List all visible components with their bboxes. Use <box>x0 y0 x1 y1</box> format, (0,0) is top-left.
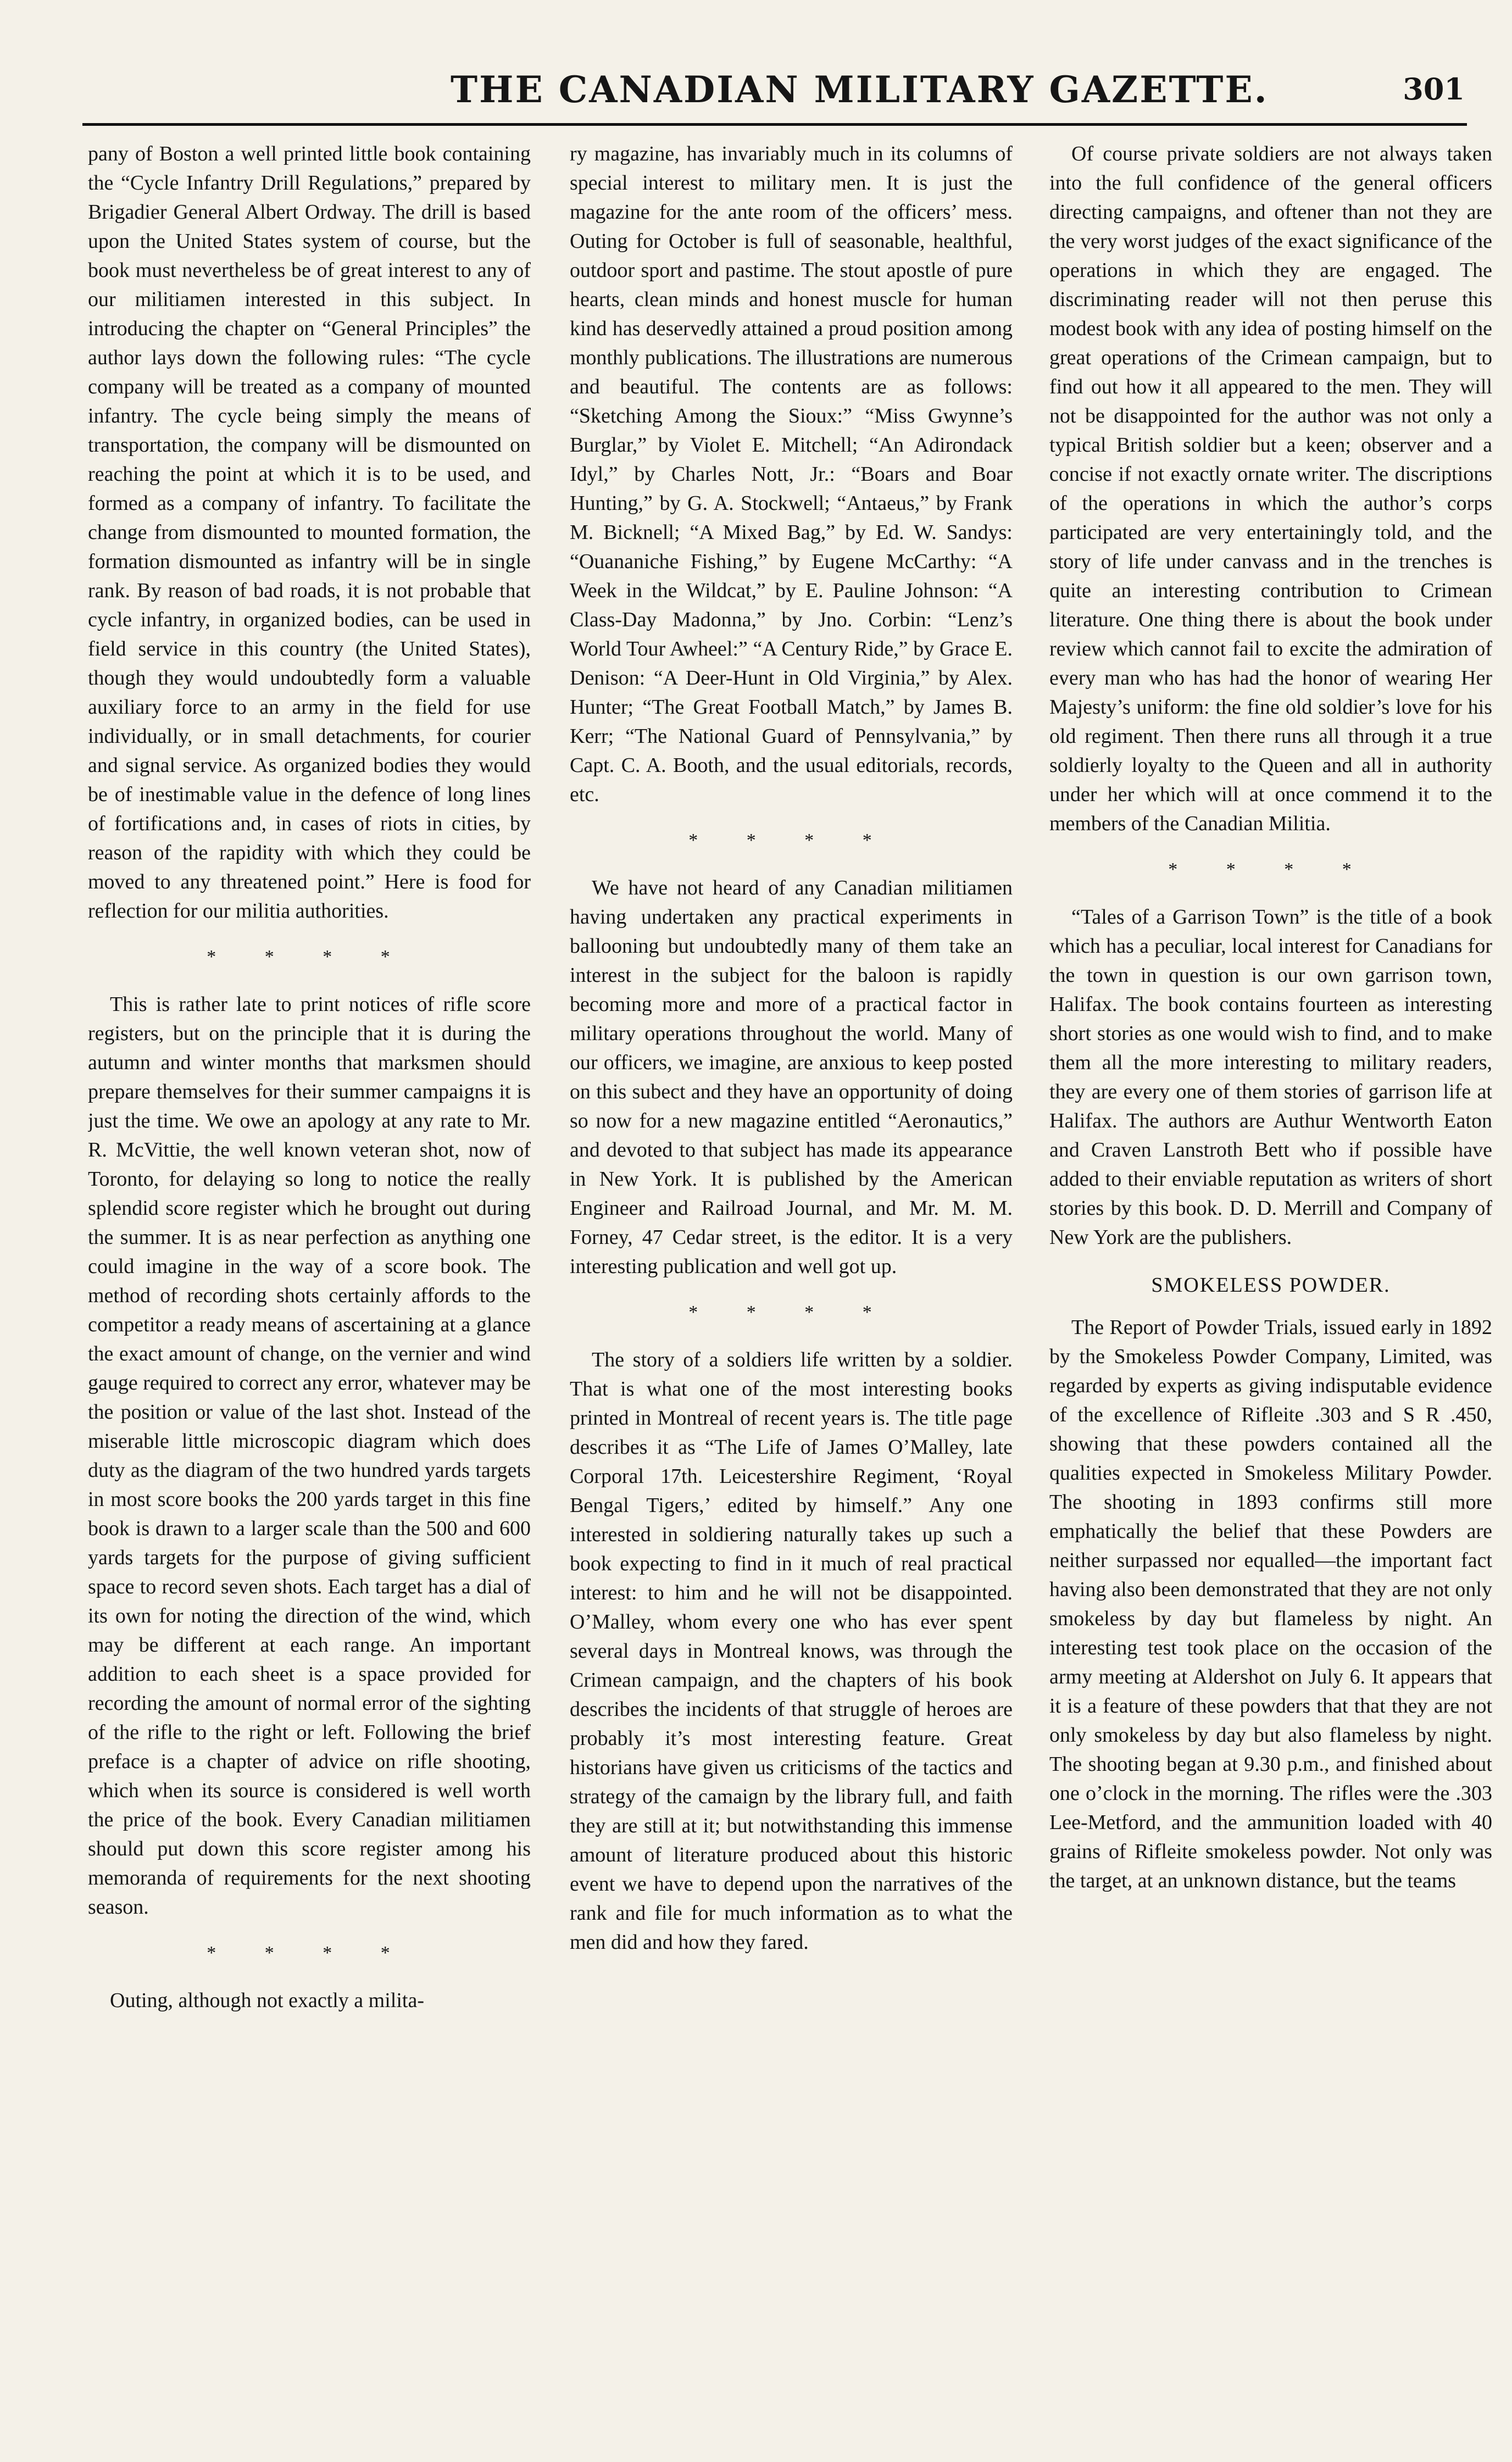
section-divider: * * * * <box>207 1943 412 1963</box>
section-heading: SMOKELESS POWDER. <box>1151 1274 1391 1297</box>
section-divider: * * * * <box>688 1302 894 1322</box>
newspaper-title: THE CANADIAN MILITARY GAZETTE. <box>451 68 1269 111</box>
article-omalley: The story of a soldiers life written by a soldier. That is what one of the most interesting books printed in Montreal of recent years is. The title page describes it as “The Life of James O’Malley, late Corporal 17th. Leicestershire Regiment, ‘Royal Bengal Tigers,’ edited by himself.” Any one interested in soldiering naturally takes up such a book expecting to find in it much of real practical interest: to him and he will not be disappointed. O’Malley, whom every one who has ever spent several days in Montreal knows, was through the Crimean campaign, and the chapters of his book describes the incidents of that struggle of heroes are probably it’s most interesting feature. Great historians have given us criticisms of the tactics and strategy of the camaign by the library full, and faith they are still at it; but notwithstanding this immense amount of literature produced about this historic event we have to depend upon the narratives of the rank and file for much information as to what the men did and how they fared. <box>570 1348 1013 1954</box>
article-outing-start: Outing, although not exactly a milita- <box>110 1989 424 2012</box>
article-garrison-town: “Tales of a Garrison Town” is the title of a book which has a peculiar, local interest for Canadians for the town in question is our own garrison town, Halifax. The book contains fourteen as interesting short stories as one would wish to find, and to make them all the more interesting to military readers, they are every one of them stories of garrison life at Halifax. The authors are Authur Wentworth Eaton and Craven Lanstroth Bett who if possible have added to their enviable reputation as writers of short stories by this book. D. D. Merrill and Company of New York are the publishers. <box>1049 905 1492 1249</box>
article-score-register: This is rather late to print notices of rifle score registers, but on the principle that it is during the autumn and winter months that marksmen should prepare themselves for their summer campaigns it is just the time. We owe an apology at any rate to Mr. R. McVittie, the well known veteran shot, now of Toronto, for delaying so long to notice the really splendid score register which he brought out during the summer. It is as near perfection as anything one could imagine in the way of a score book. The method of recording shots certainly affords to the competitor a ready means of ascertaining at a glance the exact amount of change, on the vernier and wind gauge required to correct any error, whatever may be the position or value of the last shot. Instead of the miserable little microscopic diagram which does duty as the diagram of the two hundred yards targets in most score books the 200 yards target in this fine book is drawn to a larger scale than the 500 and 600 yards targets for the purpose of giving sufficient space to record seven shots. Each target has a dial of its own for noting the direction of the wind, which may be different at each range. An important addition to each sheet is a space provided for recording the amount of normal error of the sighting of the rifle to the right or left. Following the brief preface is a chapter of advice on rifle shooting, which when its source is considered is well worth the price of the book. Every Canadian militiamen should put down this score register among his memoranda of requirements for the next shooting season. <box>88 993 531 1919</box>
article-smokeless-powder: The Report of Powder Trials, issued early in 1892 by the Smokeless Powder Company, Limited, was regarded by experts as giving indisputable evidence of the excellence of Rifleite .303 and S R .450, showing that these powders contained all the qualities expected in Smokeless Military Powder. The shooting in 1893 confirms still more emphatically the belief that these Powders are neither surpassed nor equalled—the important fact having also been demonstrated that they are not only smokeless by day but flameless by night. An interesting test took place on the occasion of the army meeting at Aldershot on July 6. It appears that it is a feature of these powders that that they are not only smokeless by day but also flameless by night. The shooting began at 9.30 p.m., and finished about one o’clock in the morning. The rifles were the .303 Lee-Metford, and the ammunition loaded with 40 grains of Rifleite smokeless powder. Not only was the target, at an unknown distance, but the teams <box>1049 1316 1492 1892</box>
column-2 <box>570 140 1013 2442</box>
article-ballooning: We have not heard of any Canadian militiamen having undertaken any practical experiments in ballooning but undoubtedly many of them take an interest in the subject for the baloon is rapidly becoming more and more of a practical factor in military operations throughout the world. Many of our officers, we imagine, are anxious to keep posted on this subect and they have an opportunity of doing so now for a new magazine entitled “Aeronautics,” and devoted to that subject has made its appearance in New York. It is published by the American Engineer and Railroad Journal, and Mr. M. M. Forney, 47 Cedar street, is the editor. It is a very interesting publication and well got up. <box>570 876 1013 1278</box>
article-cycle-drill: pany of Boston a well printed little book containing the “Cycle Infantry Drill Regulations,” prepared by Brigadier General Albert Ordway. The drill is based upon the United States system of course, but the book must nevertheless be of great interest to any of our militiamen interested in this subject. In introducing the chapter on “General Principles” the author lays down the following rules: “The cycle company will be treated as a company of mounted infantry. The cycle being simply the means of transportation, the company will be dismounted on reaching the point at which it is to be used, and formed as a company of infantry. To facilitate the change from dismounted to mounted formation, the formation dismounted as infantry will be in single rank. By reason of bad roads, it is not probable that cycle infantry, in organized bodies, can be used in field service in this country (the United States), though they would undoubtedly form a valuable auxiliary force to an army in the field for use individually, or in small detachments, for courier and signal service. As organized bodies they would be of inestimable value in the defence of long lines of fortifications and, in cases of riots in cities, by reason of the rapidity with which they could be moved to any threatened point.” Here is food for reflection for our militia authorities. <box>88 142 531 922</box>
page-number: 301 <box>1403 71 1465 107</box>
section-divider: * * * * <box>688 830 894 851</box>
article-omalley-continued: Of course private soldiers are not always taken into the full confidence of the general officers directing campaigns, and oftener than not they are the very worst judges of the exact significance of the operations in which they are engaged. The discriminating reader will not then peruse this modest book with any idea of posting himself on the great operations of the Crimean campaign, but to find out how it all appeared to the men. They will not be disappointed for the author was not only a typical British soldier but a keen; observer and a concise if not exactly ornate writer. The discriptions of the operations in which the author’s corps participated are very entertainingly told, and the story of life under canvass and in the trenches is quite an interesting contribution to Crimean literature. One thing there is about the book under review which cannot fail to excite the admiration of every man who has had the honor of wearing Her Majesty’s uniform: the fine old soldier’s love for his old regiment. Then there runs all through it a true soldierly loyalty to the Queen and all in authority under her which will at once commend it to the members of the Canadian Militia. <box>1049 142 1492 835</box>
column-1 <box>88 140 531 2442</box>
section-divider: * * * * <box>207 947 412 967</box>
section-divider: * * * * <box>1168 859 1374 880</box>
header-rule <box>82 123 1467 126</box>
column-3 <box>1049 140 1492 2442</box>
article-outing-continued: ry magazine, has invariably much in its columns of special interest to military men. It is just the magazine for the ante room of the officers’ mess. Outing for October is full of seasonable, healthful, outdoor sport and pastime. The stout apostle of pure hearts, clean minds and honest muscle for human kind has deservedly attained a proud position among monthly publications. The illustrations are numerous and beautiful. The contents are as follows: “Sketching Among the Sioux:” “Miss Gwynne’s Burglar,” by Violet E. Mitchell; “An Adirondack Idyl,” by Charles Nott, Jr.: “Boars and Boar Hunting,” by G. A. Stockwell; “Antaeus,” by Frank M. Bicknell; “A Mixed Bag,” by Ed. W. Sandys: “Ouananiche Fishing,” by Eugene McCarthy: “A Week in the Wildcat,” by E. Pauline Johnson: “A Class-Day Madonna,” by Jno. Corbin: “Lenz’s World Tour Awheel:” “A Century Ride,” by Grace E. Denison: “A Deer-Hunt in Old Virginia,” by Alex. Hunter; “The Great Football Match,” by James B. Kerr; “The National Guard of Pennsylvania,” by Capt. C. A. Booth, and the usual editorials, records, etc. <box>570 142 1013 806</box>
masthead <box>0 0 1512 116</box>
